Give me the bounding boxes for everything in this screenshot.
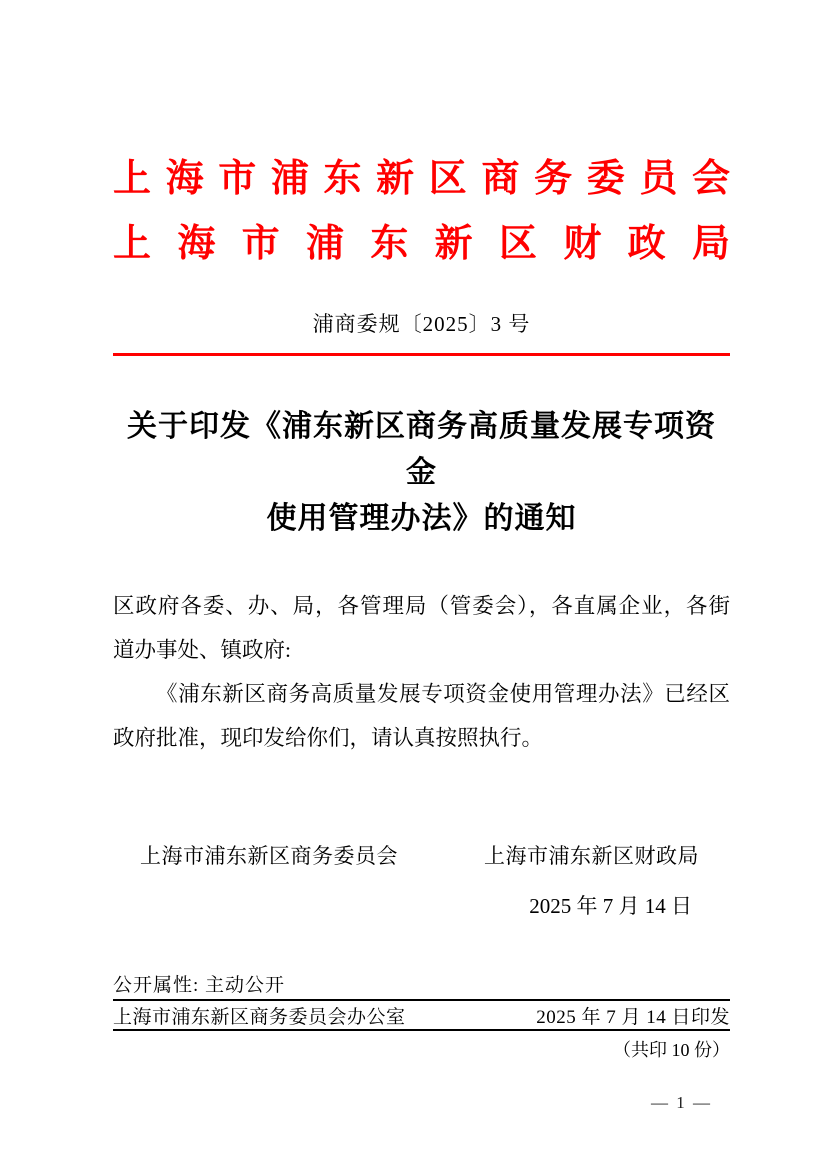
signature-right-org: 上海市浦东新区财政局: [484, 844, 699, 868]
document-title-line-1: 关于印发《浦东新区商务高质量发展专项资金: [127, 410, 716, 489]
issuing-org-line-2: 上海市浦东新区财政局: [113, 223, 730, 265]
paragraph-line-2: 政府批准，现印发给你们，请认真按照执行。: [113, 726, 544, 750]
salutation-line-1: 区政府各委、办、局，各管理局（管委会），各直属企业，各街: [113, 594, 730, 618]
signature-left-org: 上海市浦东新区商务委员会: [140, 844, 398, 868]
document-body: [113, 584, 730, 760]
signature-block: [113, 841, 730, 921]
document-title: [113, 404, 730, 542]
red-divider-line: [113, 353, 730, 356]
page-number: — 1 —: [651, 1093, 712, 1112]
signature-date: 2025 年 7 月 14 日: [529, 894, 692, 918]
document-number: 浦商委规〔2025〕3 号: [312, 312, 531, 336]
publicity-attribute: 公开属性: 主动公开: [113, 975, 286, 996]
issuing-org-line-1: 上海市浦东新区商务委员会: [113, 158, 730, 200]
letterhead: [113, 0, 730, 356]
document-footer: [113, 973, 730, 1114]
print-date: 2025 年 7 月 14 日印发: [536, 1006, 730, 1028]
copies-printed: （共印 10 份）: [613, 1040, 730, 1060]
issue-info-row: [113, 999, 730, 1031]
salutation-line-2: 道办事处、镇政府:: [113, 638, 291, 662]
document-title-line-2: 使用管理办法》的通知: [266, 502, 577, 535]
paragraph-line-1: 《浦东新区商务高质量发展专项资金使用管理办法》已经区: [156, 682, 730, 706]
issuer-office: 上海市浦东新区商务委员会办公室: [113, 1006, 406, 1028]
